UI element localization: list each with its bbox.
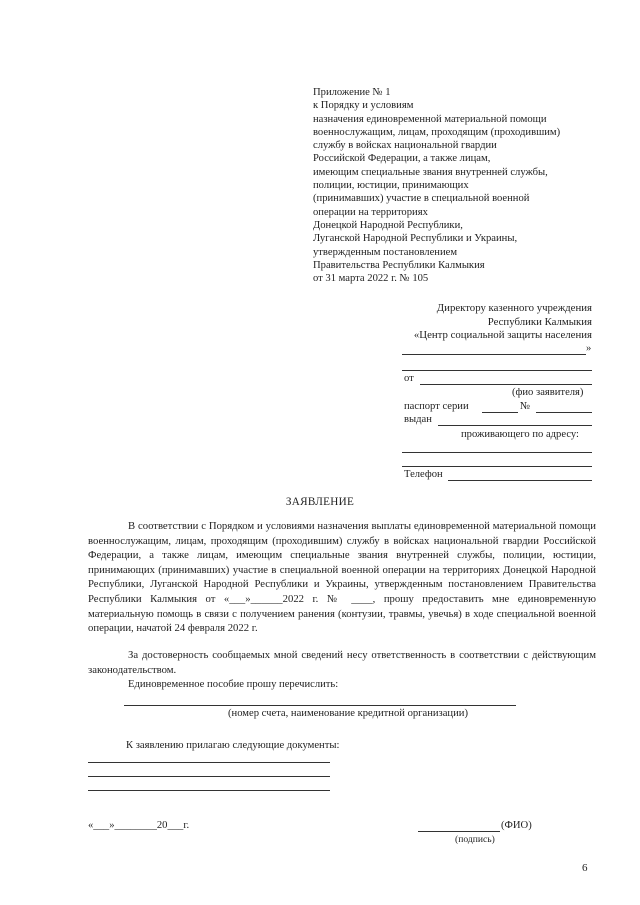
transfer-label: Единовременное пособие прошу перечислить: bbox=[128, 679, 339, 690]
phone-field[interactable] bbox=[448, 480, 592, 481]
phone-label: Телефон bbox=[404, 469, 443, 480]
issued-label: выдан bbox=[404, 414, 432, 425]
appendix-line: Правительства Республики Калмыкия bbox=[313, 259, 485, 271]
addressee-line: Республики Калмыкия bbox=[487, 315, 592, 328]
appendix-line: (принимавших) участие в специальной военной bbox=[313, 193, 530, 205]
close-quote: » bbox=[586, 343, 592, 354]
attachment-line-2[interactable] bbox=[88, 776, 330, 777]
appendix-line: операции на территориях bbox=[313, 206, 428, 218]
number-sign: № bbox=[520, 401, 531, 412]
body-paragraph-1 bbox=[88, 519, 596, 636]
addressee-block bbox=[370, 302, 592, 343]
passport-number-field[interactable] bbox=[536, 412, 592, 413]
from-field[interactable] bbox=[420, 384, 592, 385]
blank-line[interactable] bbox=[402, 370, 592, 371]
body-paragraph-1-text: В соответствии с Порядком и условиями назначения выплаты единовременной материальной помощи военнослужащим, лицам, проходящим (проходившим) службу в войсках национальной гвардии Российской Федерации, а также лицам, имеющим специальные звания внутренней службы, полиции, юстиции, принимающих (принимавших) участие в специальной военной операции на территориях Донецкой Народной Республики, Луганской Народной Республики и Украины, утвержденным постановлением Правительства Республики Калмыкия от «___»______2022 г. № ____, прошу предоставить мне единовременную материальную помощь в связи с получением ранения (контузии, травмы, увечья) в ходе специальной военной операции, начатой 24 февраля 2022 г. bbox=[88, 520, 596, 635]
passport-series-field[interactable] bbox=[482, 412, 518, 413]
appendix-line: назначения единовременной материальной помощи bbox=[313, 113, 547, 125]
appendix-line: Приложение № 1 bbox=[313, 87, 391, 98]
appendix-line: службу в войсках национальной гвардии bbox=[313, 140, 497, 152]
addressee-line: Директору казенного учреждения bbox=[436, 302, 592, 314]
account-hint: (номер счета, наименование кредитной организации) bbox=[228, 708, 468, 719]
appendix-line: к Порядку и условиям bbox=[313, 100, 414, 112]
appendix-line: утвержденным постановлением bbox=[313, 246, 458, 258]
body-paragraph-2-text: За достоверность сообщаемых мной сведений несу ответственность в соответствии с действующим законодательством. bbox=[88, 649, 596, 676]
appendix-line: от 31 марта 2022 г. № 105 bbox=[313, 273, 429, 285]
center-name-blank[interactable] bbox=[402, 354, 586, 355]
address-field-2[interactable] bbox=[402, 466, 592, 467]
attachment-line-1[interactable] bbox=[88, 762, 330, 763]
address-field-1[interactable] bbox=[402, 452, 592, 453]
document-title: ЗАЯВЛЕНИЕ bbox=[285, 496, 355, 508]
appendix-header bbox=[313, 86, 560, 285]
addressee-line: «Центр социальной защиты населения bbox=[413, 329, 592, 342]
from-label: от bbox=[404, 373, 414, 384]
attach-label: К заявлению прилагаю следующие документы: bbox=[126, 740, 340, 751]
fio-hint: (фио заявителя) bbox=[512, 387, 584, 398]
fio-label: (ФИО) bbox=[501, 820, 532, 831]
passport-label: паспорт серии bbox=[404, 401, 469, 412]
appendix-line: Донецкой Народной Республики, bbox=[313, 219, 463, 231]
residing-label: проживающего по адресу: bbox=[461, 429, 579, 440]
appendix-line: Луганской Народной Республики и Украины, bbox=[313, 233, 518, 245]
appendix-line: военнослужащим, лицам, проходящим (проходившим) bbox=[313, 126, 561, 138]
appendix-line: имеющим специальные звания внутренней службы, bbox=[313, 166, 548, 178]
account-field[interactable] bbox=[124, 705, 516, 706]
page-number: 6 bbox=[582, 862, 588, 874]
signature-field[interactable] bbox=[418, 831, 500, 832]
issued-field[interactable] bbox=[438, 425, 592, 426]
attachment-line-3[interactable] bbox=[88, 790, 330, 791]
signature-hint: (подпись) bbox=[455, 834, 495, 845]
appendix-line: Российской Федерации, а также лицам, bbox=[313, 153, 491, 165]
appendix-line: полиции, юстиции, принимающих bbox=[313, 180, 469, 192]
body-paragraph-2 bbox=[88, 648, 596, 677]
date-field[interactable]: «___»________20___г. bbox=[88, 820, 190, 831]
